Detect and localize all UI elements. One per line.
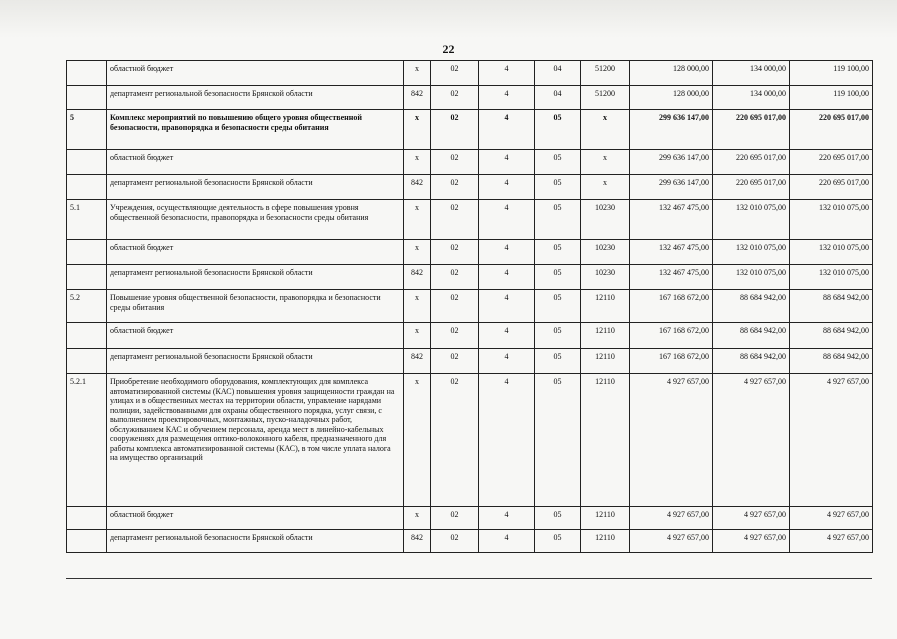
amount-year-2: 88 684 942,00 [713,290,790,323]
row-number [67,507,107,530]
code-admin: х [404,374,431,507]
amount-year-1: 132 467 475,00 [630,265,713,290]
code-direction: 12110 [581,507,630,530]
code-direction: 12110 [581,290,630,323]
code-program: 05 [535,290,581,323]
row-name: областной бюджет [107,240,404,265]
code-direction: х [581,110,630,150]
amount-year-1: 4 927 657,00 [630,374,713,507]
amount-year-2: 134 000,00 [713,61,790,86]
row-number [67,86,107,110]
code-direction: х [581,150,630,175]
table-row [67,175,873,200]
amount-year-1: 299 636 147,00 [630,150,713,175]
code-direction: 12110 [581,530,630,553]
scan-shadow [0,0,897,38]
code-subsection: 4 [479,290,535,323]
row-number [67,323,107,349]
row-name: Учреждения, осуществляющие деятельность в сфере повышения уровня общественной безопасности, правопорядка и безопасности среды обитания [107,200,404,240]
code-direction: 10230 [581,265,630,290]
row-name: Повышение уровня общественной безопасности, правопорядка и безопасности среды обитания [107,290,404,323]
amount-year-3: 220 695 017,00 [790,150,873,175]
row-number: 5.2 [67,290,107,323]
code-direction: 12110 [581,374,630,507]
code-admin: х [404,290,431,323]
table-row [67,290,873,323]
amount-year-3: 220 695 017,00 [790,175,873,200]
code-program: 05 [535,240,581,265]
amount-year-3: 4 927 657,00 [790,530,873,553]
code-program: 05 [535,175,581,200]
row-name: департамент региональной безопасности Брянской области [107,265,404,290]
row-name: департамент региональной безопасности Брянской области [107,175,404,200]
amount-year-1: 167 168 672,00 [630,290,713,323]
code-subsection: 4 [479,374,535,507]
amount-year-1: 299 636 147,00 [630,175,713,200]
code-section: 02 [431,150,479,175]
code-direction: 12110 [581,349,630,374]
amount-year-2: 88 684 942,00 [713,323,790,349]
code-program: 05 [535,200,581,240]
code-direction: 51200 [581,61,630,86]
code-subsection: 4 [479,86,535,110]
code-direction: х [581,175,630,200]
row-name: областной бюджет [107,61,404,86]
code-admin: х [404,507,431,530]
code-subsection: 4 [479,240,535,265]
amount-year-2: 132 010 075,00 [713,240,790,265]
row-number [67,150,107,175]
code-section: 02 [431,374,479,507]
code-subsection: 4 [479,349,535,374]
amount-year-1: 128 000,00 [630,61,713,86]
code-section: 02 [431,507,479,530]
code-section: 02 [431,349,479,374]
code-subsection: 4 [479,175,535,200]
row-number [67,175,107,200]
code-admin: х [404,61,431,86]
amount-year-3: 88 684 942,00 [790,323,873,349]
code-admin: 842 [404,349,431,374]
row-name: областной бюджет [107,150,404,175]
code-program: 05 [535,374,581,507]
row-number [67,61,107,86]
code-direction: 51200 [581,86,630,110]
code-direction: 12110 [581,323,630,349]
code-section: 02 [431,200,479,240]
code-section: 02 [431,240,479,265]
amount-year-3: 132 010 075,00 [790,265,873,290]
amount-year-2: 4 927 657,00 [713,374,790,507]
table-row [67,86,873,110]
code-program: 05 [535,150,581,175]
code-program: 05 [535,530,581,553]
table-row [67,323,873,349]
table-row [67,265,873,290]
code-admin: х [404,240,431,265]
code-subsection: 4 [479,150,535,175]
table-row [67,374,873,507]
code-subsection: 4 [479,61,535,86]
code-subsection: 4 [479,530,535,553]
row-name: Приобретение необходимого оборудования, комплектующих для комплекса автоматизированной системы (КАС) повышения уровня защищенности граждан на улицах и в общественных местах на территории области, управление нарядами полиции, задействованными для охраны общественного порядка, услуг связи, с выполнением проектировочных, монтажных, пуско-наладочных работ, обслуживанием КАС и обучением персонала, аренда мест в линейно-кабельных сооружениях для размещения оптико-волоконного кабеля, предназначенного для работы комплекса автоматизированной системы (КАС), в том числе уплата налога на имущество организаций [107,374,404,507]
code-section: 02 [431,290,479,323]
code-admin: х [404,110,431,150]
table-row [67,200,873,240]
code-admin: 842 [404,175,431,200]
code-program: 05 [535,349,581,374]
row-name: департамент региональной безопасности Брянской области [107,530,404,553]
table-row [67,61,873,86]
code-program: 05 [535,507,581,530]
table-row [67,240,873,265]
code-admin: 842 [404,86,431,110]
code-subsection: 4 [479,200,535,240]
amount-year-2: 4 927 657,00 [713,530,790,553]
amount-year-3: 4 927 657,00 [790,507,873,530]
row-number [67,240,107,265]
code-admin: х [404,200,431,240]
page-number: 22 [442,42,455,56]
amount-year-3: 88 684 942,00 [790,290,873,323]
code-admin: х [404,323,431,349]
code-section: 02 [431,323,479,349]
row-name: департамент региональной безопасности Брянской области [107,349,404,374]
amount-year-3: 132 010 075,00 [790,240,873,265]
code-subsection: 4 [479,110,535,150]
amount-year-1: 4 927 657,00 [630,507,713,530]
table-row [67,150,873,175]
code-direction: 10230 [581,240,630,265]
row-name: областной бюджет [107,507,404,530]
amount-year-1: 132 467 475,00 [630,200,713,240]
amount-year-1: 128 000,00 [630,86,713,110]
amount-year-1: 167 168 672,00 [630,323,713,349]
row-name: департамент региональной безопасности Брянской области [107,86,404,110]
amount-year-2: 132 010 075,00 [713,200,790,240]
row-number: 5 [67,110,107,150]
code-section: 02 [431,61,479,86]
budget-table [66,60,873,553]
code-program: 05 [535,265,581,290]
amount-year-3: 220 695 017,00 [790,110,873,150]
code-subsection: 4 [479,323,535,349]
row-name: областной бюджет [107,323,404,349]
row-number: 5.2.1 [67,374,107,507]
amount-year-3: 119 100,00 [790,86,873,110]
row-number [67,530,107,553]
amount-year-2: 220 695 017,00 [713,150,790,175]
table-row [67,110,873,150]
table-row [67,507,873,530]
table-row [67,530,873,553]
amount-year-2: 132 010 075,00 [713,265,790,290]
code-program: 04 [535,86,581,110]
table-row [67,349,873,374]
amount-year-1: 4 927 657,00 [630,530,713,553]
code-program: 05 [535,323,581,349]
amount-year-1: 132 467 475,00 [630,240,713,265]
code-program: 05 [535,110,581,150]
table-bottom-edge [66,578,872,579]
amount-year-2: 134 000,00 [713,86,790,110]
code-section: 02 [431,265,479,290]
code-section: 02 [431,86,479,110]
amount-year-2: 88 684 942,00 [713,349,790,374]
code-program: 04 [535,61,581,86]
amount-year-3: 119 100,00 [790,61,873,86]
amount-year-2: 220 695 017,00 [713,175,790,200]
row-number: 5.1 [67,200,107,240]
amount-year-1: 167 168 672,00 [630,349,713,374]
amount-year-3: 132 010 075,00 [790,200,873,240]
code-subsection: 4 [479,507,535,530]
row-name: Комплекс мероприятий по повышению общего уровня общественной безопасности, правопорядка и безопасности среды обитания [107,110,404,150]
code-subsection: 4 [479,265,535,290]
code-admin: 842 [404,265,431,290]
table-body [67,61,873,553]
code-section: 02 [431,110,479,150]
code-admin: х [404,150,431,175]
code-section: 02 [431,175,479,200]
amount-year-2: 220 695 017,00 [713,110,790,150]
code-admin: 842 [404,530,431,553]
code-direction: 10230 [581,200,630,240]
amount-year-2: 4 927 657,00 [713,507,790,530]
code-section: 02 [431,530,479,553]
amount-year-1: 299 636 147,00 [630,110,713,150]
amount-year-3: 4 927 657,00 [790,374,873,507]
row-number [67,265,107,290]
amount-year-3: 88 684 942,00 [790,349,873,374]
row-number [67,349,107,374]
